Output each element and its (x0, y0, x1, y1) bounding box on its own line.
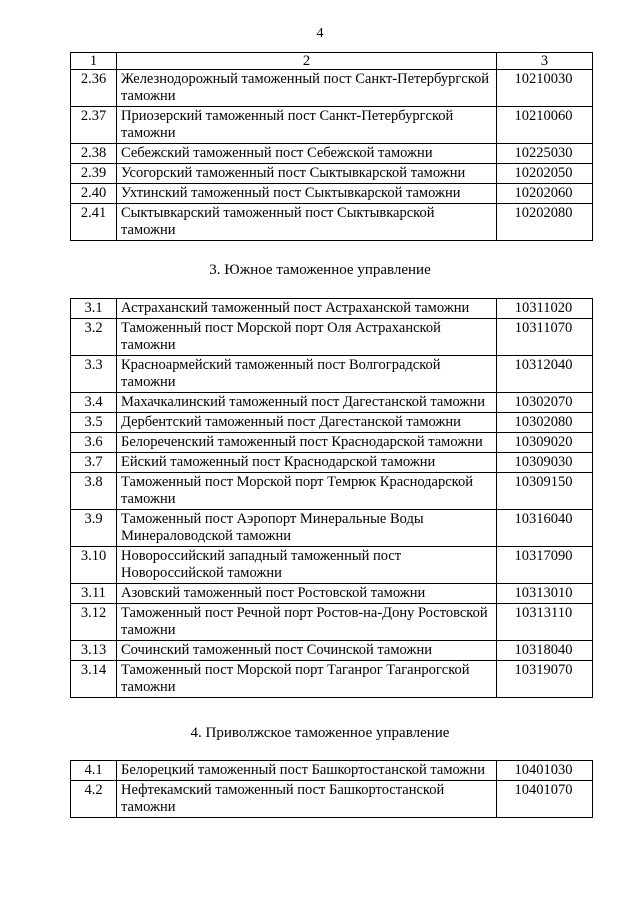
post-name: Таможенный пост Речной порт Ростов-на-Дону Ростовской таможни (117, 604, 497, 641)
column-header: 2 (117, 53, 497, 70)
table-row (71, 319, 593, 356)
post-code: 10401070 (497, 781, 593, 818)
post-name: Сочинский таможенный пост Сочинской таможни (117, 641, 497, 661)
table-row (71, 473, 593, 510)
table-row (71, 144, 593, 164)
table-row (71, 393, 593, 413)
row-number: 3.13 (71, 641, 117, 661)
table-row (71, 761, 593, 781)
row-number: 2.39 (71, 164, 117, 184)
post-code: 10302070 (497, 393, 593, 413)
post-name: Железнодорожный таможенный пост Санкт-Петербургской таможни (117, 70, 497, 107)
page-number: 4 (316, 26, 324, 41)
table-row (71, 781, 593, 818)
post-code: 10312040 (497, 356, 593, 393)
row-number: 3.3 (71, 356, 117, 393)
post-name: Новороссийский западный таможенный пост Новороссийской таможни (117, 547, 497, 584)
table-row (71, 433, 593, 453)
post-name: Таможенный пост Морской порт Оля Астраханской таможни (117, 319, 497, 356)
row-number: 3.6 (71, 433, 117, 453)
post-name: Усогорский таможенный пост Сыктывкарской таможни (117, 164, 497, 184)
post-code: 10210060 (497, 107, 593, 144)
post-name: Себежский таможенный пост Себежской таможни (117, 144, 497, 164)
row-number: 4.1 (71, 761, 117, 781)
post-code: 10319070 (497, 661, 593, 698)
row-number: 2.36 (71, 70, 117, 107)
post-code: 10317090 (497, 547, 593, 584)
row-number: 2.41 (71, 204, 117, 241)
table-row (71, 204, 593, 241)
row-number: 3.1 (71, 299, 117, 319)
post-name: Таможенный пост Морской порт Таганрог Таганрогской таможни (117, 661, 497, 698)
row-number: 3.9 (71, 510, 117, 547)
row-number: 3.5 (71, 413, 117, 433)
table-row (71, 164, 593, 184)
table-row (71, 356, 593, 393)
row-number: 3.7 (71, 453, 117, 473)
post-name: Белореченский таможенный пост Краснодарской таможни (117, 433, 497, 453)
post-name: Астраханский таможенный пост Астраханской таможни (117, 299, 497, 319)
row-number: 3.12 (71, 604, 117, 641)
table-row (71, 413, 593, 433)
table-row (71, 641, 593, 661)
customs-table-south (70, 298, 593, 698)
post-code: 10311070 (497, 319, 593, 356)
table-row (71, 107, 593, 144)
post-code: 10309150 (497, 473, 593, 510)
post-name: Махачкалинский таможенный пост Дагестанской таможни (117, 393, 497, 413)
post-name: Красноармейский таможенный пост Волгоградской таможни (117, 356, 497, 393)
post-code: 10309030 (497, 453, 593, 473)
customs-table-volga (70, 760, 593, 818)
post-code: 10225030 (497, 144, 593, 164)
post-name: Азовский таможенный пост Ростовской таможни (117, 584, 497, 604)
post-name: Таможенный пост Морской порт Темрюк Краснодарской таможни (117, 473, 497, 510)
post-name: Дербентский таможенный пост Дагестанской таможни (117, 413, 497, 433)
table-row (71, 604, 593, 641)
post-code: 10202060 (497, 184, 593, 204)
post-code: 10313110 (497, 604, 593, 641)
post-code: 10210030 (497, 70, 593, 107)
post-name: Белорецкий таможенный пост Башкортостанской таможни (117, 761, 497, 781)
post-name: Сыктывкарский таможенный пост Сыктывкарской таможни (117, 204, 497, 241)
post-code: 10202050 (497, 164, 593, 184)
post-code: 10316040 (497, 510, 593, 547)
table-row (71, 184, 593, 204)
post-name: Приозерский таможенный пост Санкт-Петербургской таможни (117, 107, 497, 144)
table-row (71, 70, 593, 107)
section-title-south: 3. Южное таможенное управление (209, 262, 431, 278)
row-number: 3.2 (71, 319, 117, 356)
post-code: 10309020 (497, 433, 593, 453)
row-number: 3.14 (71, 661, 117, 698)
row-number: 2.40 (71, 184, 117, 204)
row-number: 2.38 (71, 144, 117, 164)
post-code: 10302080 (497, 413, 593, 433)
customs-table-northwest (70, 52, 593, 241)
post-name: Ейский таможенный пост Краснодарской таможни (117, 453, 497, 473)
post-code: 10318040 (497, 641, 593, 661)
table-row (71, 299, 593, 319)
row-number: 2.37 (71, 107, 117, 144)
post-code: 10401030 (497, 761, 593, 781)
table-row (71, 547, 593, 584)
table-row (71, 661, 593, 698)
row-number: 3.11 (71, 584, 117, 604)
table-row (71, 510, 593, 547)
post-code: 10313010 (497, 584, 593, 604)
column-header: 1 (71, 53, 117, 70)
post-code: 10202080 (497, 204, 593, 241)
section-title-volga: 4. Приволжское таможенное управление (190, 725, 450, 741)
column-header: 3 (497, 53, 593, 70)
row-number: 3.4 (71, 393, 117, 413)
post-code: 10311020 (497, 299, 593, 319)
table-row (71, 453, 593, 473)
post-name: Ухтинский таможенный пост Сыктывкарской таможни (117, 184, 497, 204)
post-name: Таможенный пост Аэропорт Минеральные Воды Минераловодской таможни (117, 510, 497, 547)
row-number: 4.2 (71, 781, 117, 818)
table-header-row (71, 53, 593, 70)
post-name: Нефтекамский таможенный пост Башкортостанской таможни (117, 781, 497, 818)
row-number: 3.8 (71, 473, 117, 510)
row-number: 3.10 (71, 547, 117, 584)
table-row (71, 584, 593, 604)
